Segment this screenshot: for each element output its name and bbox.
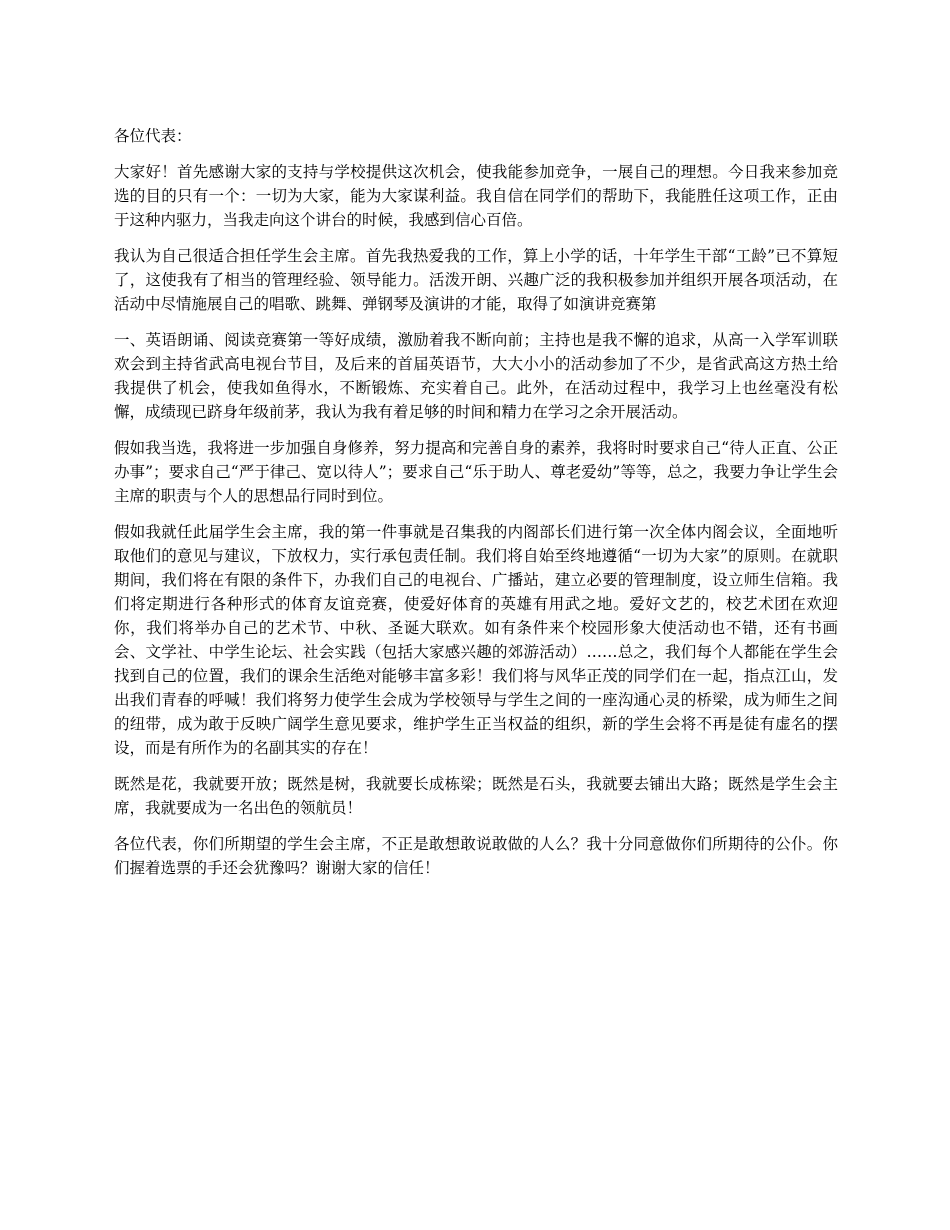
paragraph-resolve: 既然是花，我就要开放；既然是树，我就要长成栋梁；既然是石头，我就要去铺出大路；既然是学生会主席，我就要成为一名出色的领航员！ [114, 775, 838, 817]
paragraph-intro: 大家好！首先感谢大家的支持与学校提供这次机会，使我能参加竞争，一展自己的理想。今日我来参加竞选的目的只有一个：一切为大家，能为大家谋利益。我自信在同学们的帮助下，我能胜任这项工作，正由于这种内驱力，当我走向这个讲台的时候，我感到信心百倍。 [114, 163, 838, 229]
paragraph-closing: 各位代表，你们所期望的学生会主席，不正是敢想敢说敢做的人么？我十分同意做你们所期待的公仆。你们握着选票的手还会犹豫吗？谢谢大家的信任！ [114, 835, 838, 877]
paragraph-achievements: 一、英语朗诵、阅读竞赛第一等好成绩，激励着我不断向前；主持也是我不懈的追求，从高一入学军训联欢会到主持省武高电视台节目，及后来的首届英语节，大大小小的活动参加了不少，是省武高这方热土给我提供了机会，使我如鱼得水，不断锻炼、充实着自己。此外，在活动过程中，我学习上也丝毫没有松懈，成绩现已跻身年级前茅，我认为我有着足够的时间和精力在学习之余开展活动。 [114, 331, 838, 421]
paragraph-self-discipline: 假如我当选，我将进一步加强自身修养，努力提高和完善自身的素养，我将时时要求自己“待人正直、公正办事”；要求自己“严于律己、宽以待人”；要求自己“乐于助人、尊老爱幼”等等，总之，我要力争让学生会主席的职责与个人的思想品行同时到位。 [114, 439, 838, 505]
paragraph-plans: 假如我就任此届学生会主席，我的第一件事就是召集我的内阁部长们进行第一次全体内阁会议，全面地听取他们的意见与建议，下放权力，实行承包责任制。我们将自始至终地遵循“一切为大家”的原则。在就职期间，我们将在有限的条件下，办我们自己的电视台、广播站，建立必要的管理制度，设立师生信箱。我们将定期进行各种形式的体育友谊竞赛，使爱好体育的英雄有用武之地。爱好文艺的，校艺术团在欢迎你，我们将举办自己的艺术节、中秋、圣诞大联欢。如有条件来个校园形象大使活动也不错，还有书画会、文学社、中学生论坛、社会实践（包括大家感兴趣的郊游活动）……总之，我们每个人都能在学生会找到自己的位置，我们的课余生活绝对能够丰富多彩！我们将与风华正茂的同学们在一起，指点江山，发出我们青春的呼喊！我们将努力使学生会成为学校领导与学生之间的一座沟通心灵的桥梁，成为师生之间的纽带，成为敢于反映广阔学生意见要求，维护学生正当权益的组织，新的学生会将不再是徒有虚名的摆设，而是有所作为的名副其实的存在！ [114, 523, 838, 757]
document-body [114, 124, 838, 892]
paragraph-qualification: 我认为自己很适合担任学生会主席。首先我热爱我的工作，算上小学的话，十年学生干部“工龄”已不算短了，这使我有了相当的管理经验、领导能力。活泼开朗、兴趣广泛的我积极参加并组织开展各项活动，在活动中尽情施展自己的唱歌、跳舞、弹钢琴及演讲的才能，取得了如演讲竞赛第 [114, 247, 838, 313]
greeting: 各位代表： [114, 127, 192, 145]
